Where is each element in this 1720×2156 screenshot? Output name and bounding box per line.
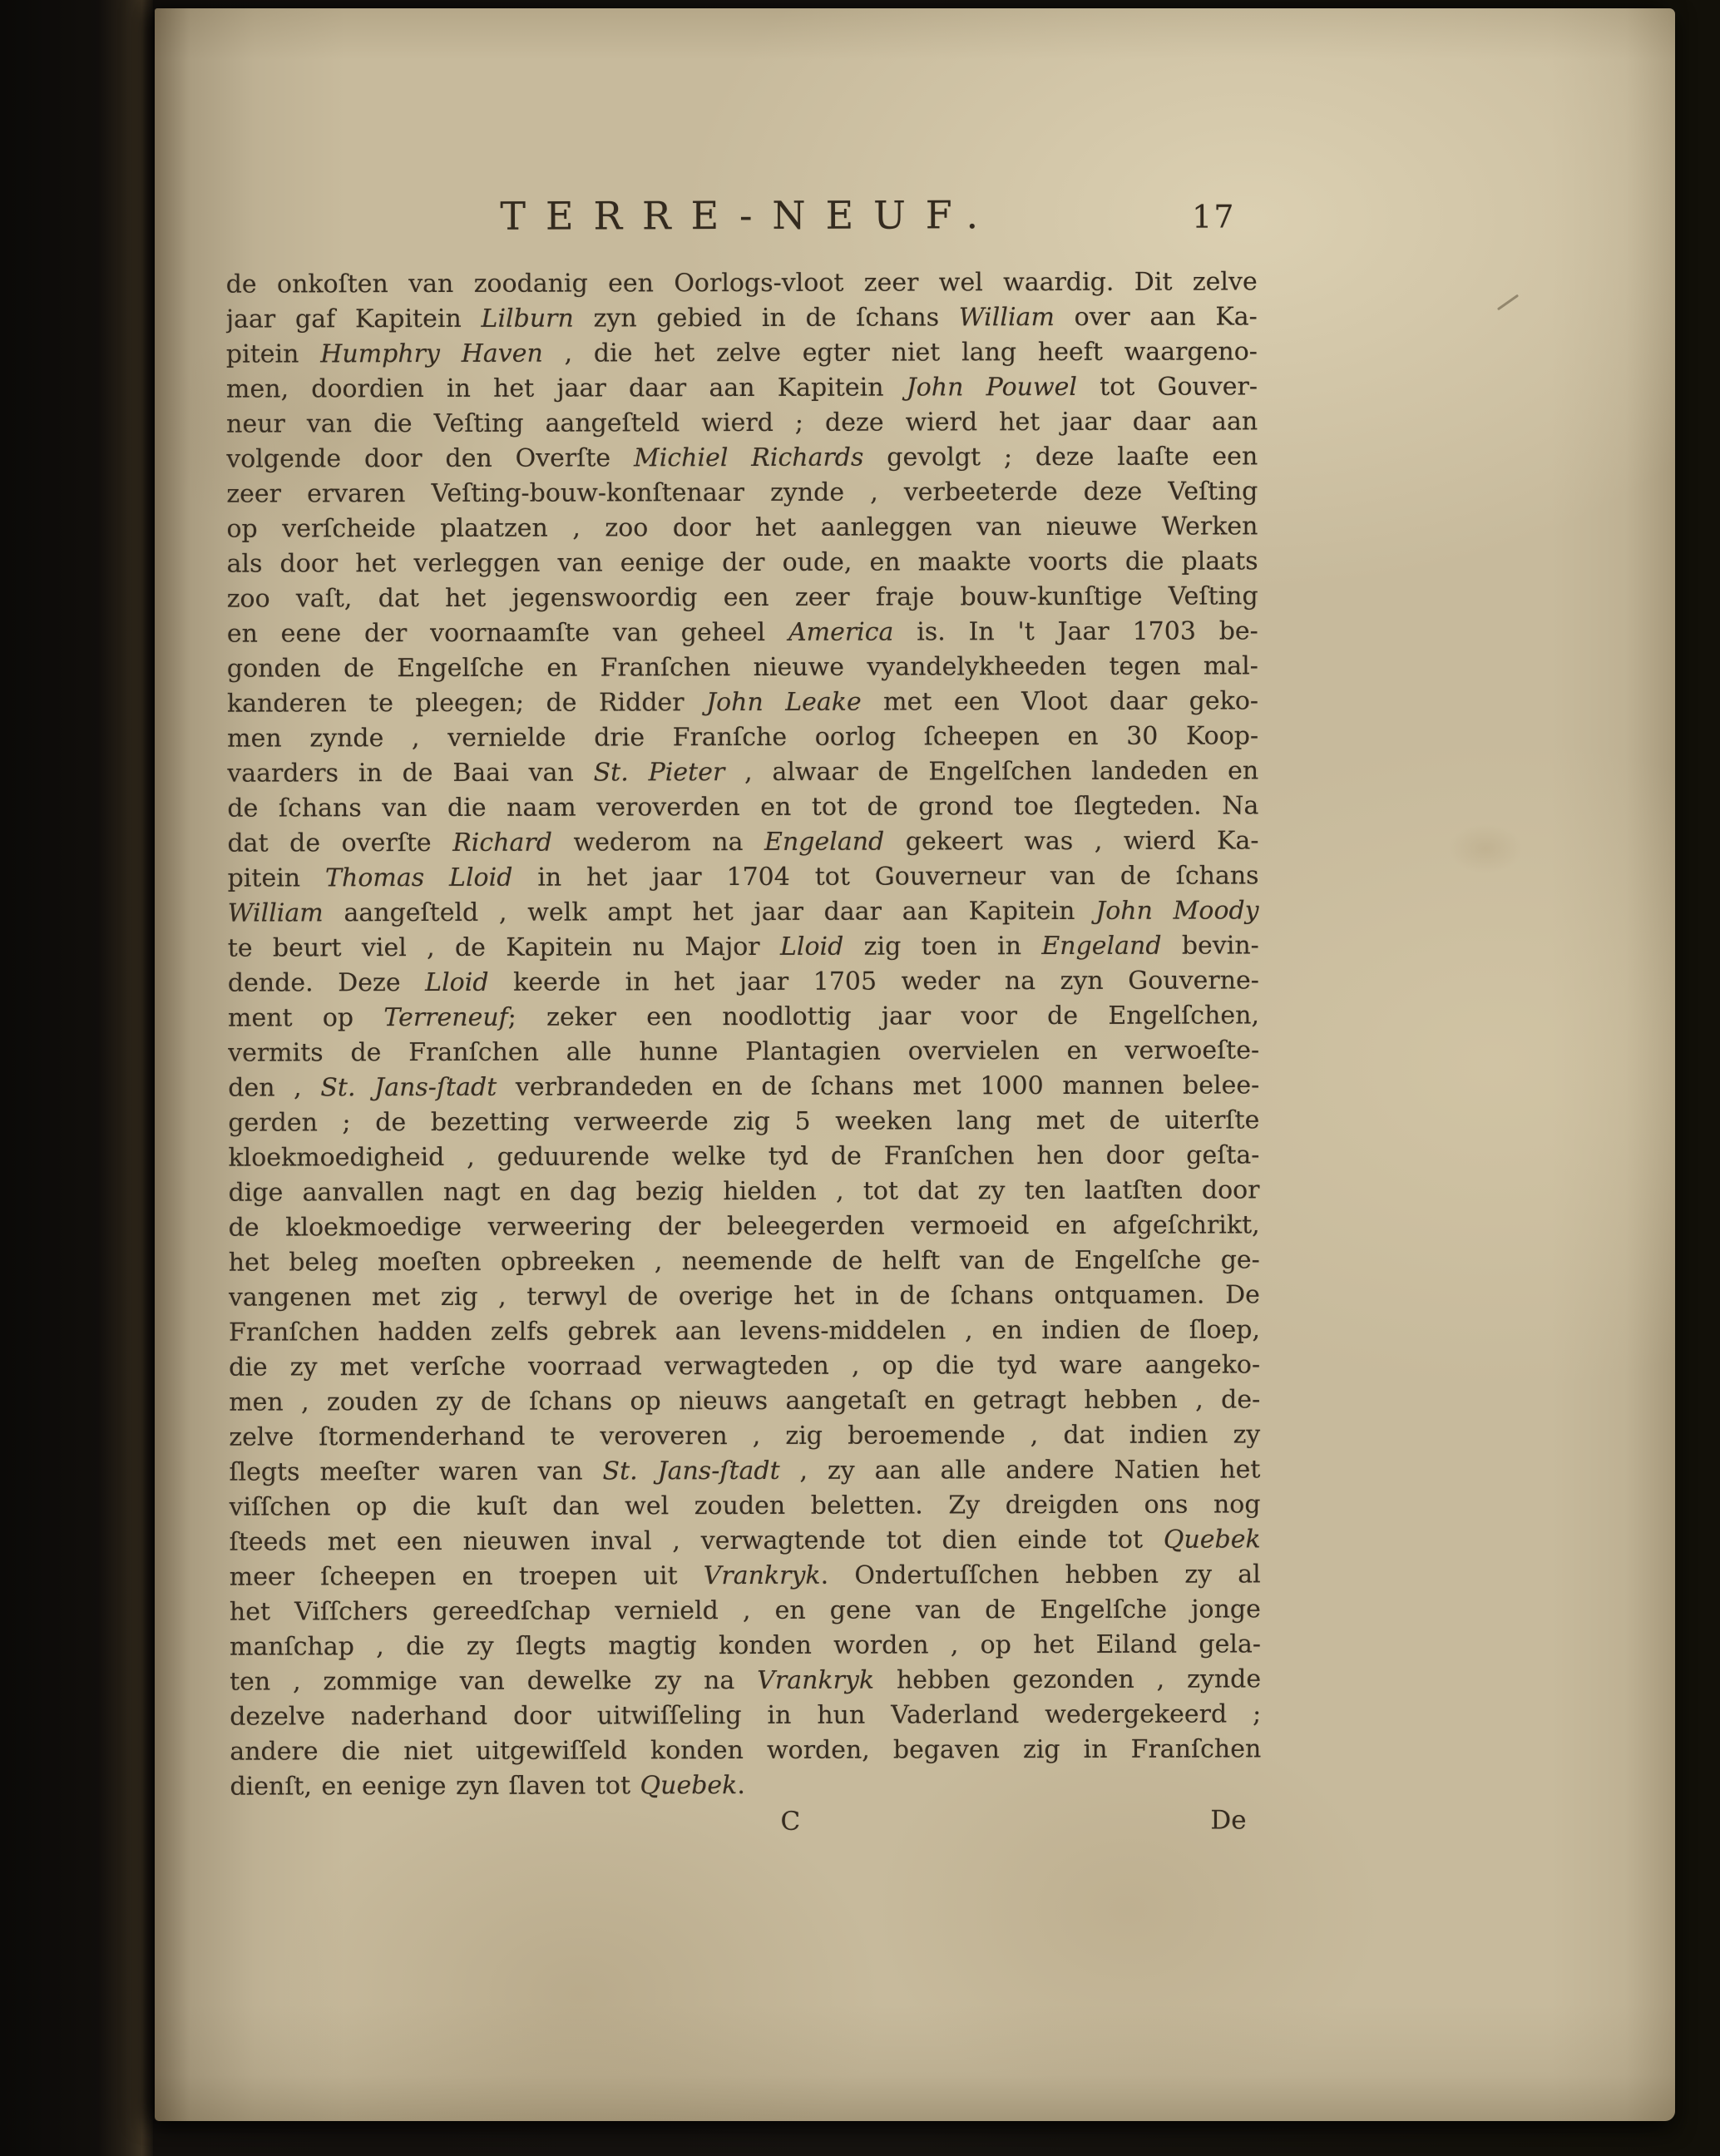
text-segment: neur van die Veſting aangeſteld wierd ; deze wierd het jaar daar aan [226,407,1258,439]
text-line [228,1068,1259,1105]
italic-name: Quebek [640,1771,738,1801]
text-segment: pitein [227,863,326,893]
text-line [228,963,1259,1001]
italic-name: Lloid [779,932,844,962]
text-segment: . [737,1770,745,1801]
text-segment: andere die niet uitgewiſſeld konden worden, begaven zig in Franſchen [230,1734,1262,1767]
text-segment: zyn gebied in de ſchans [573,303,959,334]
text-line [228,1173,1259,1210]
text-segment: dat de overſte [227,828,453,858]
text-segment: zig toen in [843,932,1042,962]
text-line [230,1592,1261,1629]
text-segment: is. In 't Jaar 1703 be- [893,616,1258,647]
text-line [230,1732,1261,1769]
text-line [227,684,1258,721]
italic-name: Lilburn [481,304,574,334]
text-segment: viſſchen op die kuſt dan wel zouden beletten. Zy dreigden ons nog [229,1490,1261,1522]
italic-name: Michiel Richards [633,443,864,473]
text-segment: op verſcheide plaatzen , zoo door het aanleggen van nieuwe Werken [226,512,1258,544]
text-line [229,1278,1260,1315]
text-segment: in het jaar 1704 tot Gouverneur van de ſchans [512,861,1259,893]
italic-name: John Leake [706,687,862,718]
text-line [229,1452,1260,1490]
italic-name: John Moody [1095,896,1259,926]
text-segment: zoo vaſt, dat het jegenswoordig een zeer fraje bouw-kunſtige Veſting [226,581,1258,614]
text-line [228,1138,1259,1175]
text-segment: jaar gaf Kapitein [225,304,482,334]
text-line [230,1557,1261,1595]
pencil-mark [1497,294,1519,311]
text-segment: als door het verleggen van eenige der oude, en maakte voorts die plaats [226,546,1258,579]
text-segment: volgende door den Overſte [226,443,635,474]
text-segment: , alwaar de Engelſchen landeden en [724,756,1259,788]
text-segment: vangenen met zig , terwyl de overige het in de ſchans ontquamen. De [228,1280,1260,1313]
italic-name: Engeland [764,827,885,857]
page-header [225,191,1257,249]
text-segment: pitein [225,339,321,369]
text-line [230,1627,1261,1664]
text-line [230,1697,1261,1734]
text-segment: tot Gouver- [1076,372,1258,402]
italic-name: Vrankryk [703,1560,821,1591]
text-line [227,719,1258,756]
text-line [226,369,1258,407]
text-line [227,789,1258,826]
text-segment: men, doordien in het jaar daar aan Kapitein [225,373,907,404]
text-line [229,1487,1260,1525]
text-line [226,334,1258,372]
text-line [227,579,1258,616]
page-footer [230,1805,1261,1844]
text-line [229,1243,1260,1280]
italic-name: Vrankryk [757,1665,875,1695]
text-line [230,1662,1261,1699]
italic-name: St. Pieter [593,758,725,788]
text-line [226,509,1258,546]
text-segment: hebben gezonden , zynde [874,1664,1262,1695]
text-line [229,1208,1260,1245]
text-segment: vaarders in de Baai van [227,758,594,789]
text-segment: meer ſcheepen en troepen uit [229,1561,704,1592]
text-line [227,614,1258,651]
text-segment: het beleg moeſten opbreeken , neemende de helft van de Engelſche ge- [228,1245,1260,1278]
text-segment: , die het zelve egter niet lang heeft waargeno- [542,337,1258,368]
text-segment: zeer ervaren Veſting-bouw-konſtenaar zynde , verbeeterde deze Veſting [226,477,1258,509]
text-segment: verbrandeden en de ſchans met 1000 mannen belee- [497,1071,1260,1102]
text-segment: . Ondertuſſchen hebben zy al [820,1560,1261,1590]
running-title: TERRE-NEUF. [500,192,999,239]
text-line [229,1348,1260,1385]
text-segment: kloekmoedigheid , geduurende welke tyd de Franſchen hen door geſta- [228,1140,1260,1173]
text-segment: gevolgt ; deze laaſte een [863,442,1258,472]
text-segment: wederom na [551,827,765,858]
text-segment: den , [228,1073,321,1103]
text-segment: ; zeker een noodlottig jaar voor de Engelſchen, [507,1001,1260,1032]
text-line [227,823,1258,861]
italic-name: William [227,898,324,928]
page-number: 17 [1192,198,1236,235]
text-line [228,928,1259,966]
text-line [226,265,1258,302]
paper-stain [1448,823,1523,873]
italic-name: Terreneuf [383,1002,508,1033]
text-line [228,1103,1259,1140]
text-line [227,649,1258,686]
italic-name: William [958,303,1055,333]
text-segment: het Viſſchers gereedſchap vernield , en gene van de Engelſche jonge [229,1595,1261,1627]
italic-name: Quebek [1163,1525,1261,1555]
text-segment: manſchap , die zy ſlegts magtig konden worden , op het Eiland gela- [229,1629,1262,1662]
italic-name: St. Jans-ſtadt [320,1072,497,1103]
text-line [227,544,1258,581]
text-line [227,754,1258,791]
text-segment: gerden ; de bezetting verweerde zig 5 weeken lang met de uiterſte [228,1105,1260,1138]
text-segment: dige aanvallen nagt en dag bezig hielden , tot dat zy ten laatſten door [228,1175,1260,1208]
text-segment: ten , zommige van dewelke zy na [230,1665,758,1697]
text-segment: te beurt viel , de Kapitein nu Major [227,932,780,963]
text-line [226,474,1258,512]
text-segment: met een Vloot daar geko- [861,686,1259,717]
text-segment: dende. Deze [227,968,426,998]
text-segment: over aan Ka- [1054,302,1258,333]
text-segment: de kloekmoedige verweering der beleegerden vermoeid en afgeſchrikt, [228,1210,1260,1243]
italic-name: America [788,617,894,647]
text-segment: ſlegts meeſter waren van [229,1456,603,1487]
text-line [229,1417,1260,1455]
text-line [228,998,1259,1036]
text-segment: men zynde , vernielde drie Franſche oorlog ſcheepen en 30 Koop- [227,721,1259,754]
book-page [155,8,1675,2121]
italic-name: St. Jans-ſtadt [602,1456,780,1486]
book-spine-edge [98,0,153,2156]
italic-name: Humphry Haven [320,339,543,369]
italic-name: Richard [452,828,552,858]
body-text [226,265,1262,1804]
text-line [226,299,1258,337]
text-line [230,1522,1261,1560]
italic-name: Lloid [425,967,489,998]
text-segment: , zy aan alle andere Natien het [779,1455,1261,1486]
text-segment: aangeſteld , welk ampt het jaar daar aan Kapitein [323,896,1096,928]
text-line [226,404,1258,442]
text-line [229,1382,1260,1420]
text-line [228,1033,1259,1071]
text-segment: keerde in het jaar 1705 weder na zyn Gouverne- [488,966,1259,997]
text-segment: bevin- [1161,931,1259,961]
text-segment: dezelve naderhand door uitwiſſeling in hun Vaderland wedergekeerd ; [230,1699,1262,1732]
text-line [228,858,1259,896]
text-segment: ſteeds met een nieuwen inval , verwagtende tot dien einde tot [229,1525,1164,1557]
text-line [229,1313,1260,1350]
text-segment: gonden de Engelſche en Franſchen nieuwe vyandelykheeden tegen mal- [226,651,1258,684]
italic-name: Engeland [1041,931,1162,962]
text-segment: gekeert was , wierd Ka- [884,826,1259,857]
text-segment: en eene der voornaamſte van geheel [226,617,788,649]
text-segment: de onkoſten van zoodanig een Oorlogs-vloot zeer wel waardig. Dit zelve [225,267,1258,299]
signature-mark: C [780,1806,801,1837]
text-segment: zelve ſtormenderhand te veroveren , zig beroemende , dat indien zy [229,1420,1261,1452]
catchword: De [1210,1805,1247,1836]
text-segment: Franſchen hadden zelfs gebrek aan levens-middelen , en indien de ſloep, [228,1315,1261,1348]
text-segment: dienſt, en eenige zyn ſlaven tot [230,1771,640,1802]
text-line [230,1767,1261,1804]
text-segment: de ſchans van die naam veroverden en tot de grond toe ſlegteden. Na [227,791,1259,823]
text-line [226,439,1258,477]
text-segment: kanderen te pleegen; de Ridder [226,688,707,719]
text-segment: men , zouden zy de ſchans op nieuws aangetaſt en getragt hebben , de- [229,1385,1261,1417]
text-segment: die zy met verſche voorraad verwagteden , op die tyd ware aangeko- [229,1350,1261,1382]
text-column [225,191,1261,1844]
italic-name: Thomas Lloid [324,863,513,893]
text-segment: ment op [227,1003,384,1033]
text-segment: vermits de Franſchen alle hunne Plantagien overvielen en verwoeſte- [228,1036,1260,1068]
text-line [228,893,1259,931]
italic-name: John Pouwel [906,372,1077,403]
